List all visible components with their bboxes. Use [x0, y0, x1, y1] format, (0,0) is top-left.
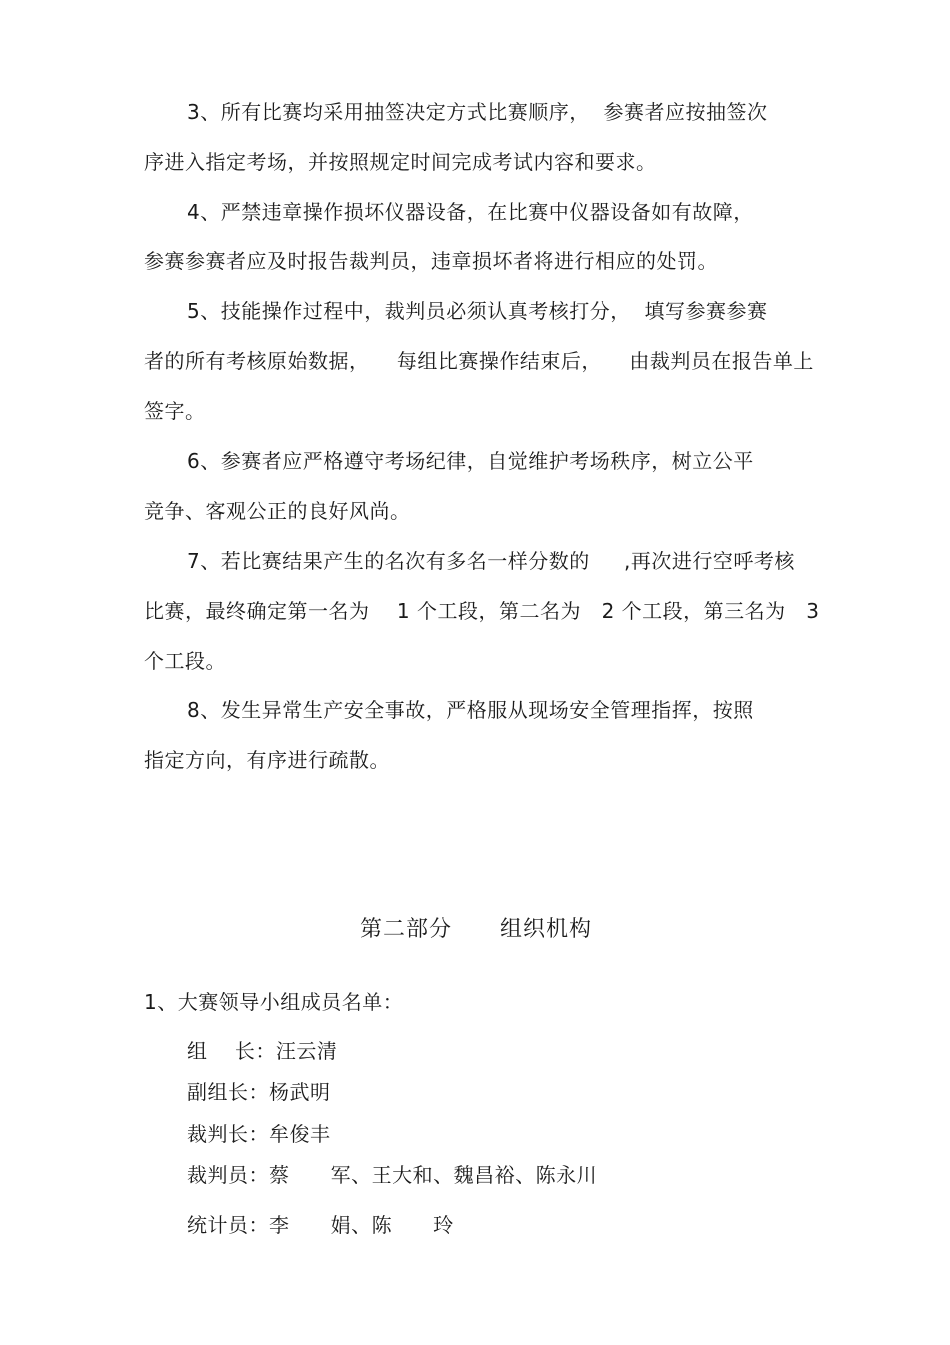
member-deputy: 副组长：杨武明 — [187, 1080, 331, 1104]
rule-8-line-2: 指定方向，有序进行疏散。 — [144, 748, 390, 772]
rule-3-line-2: 序进入指定考场，并按照规定时间完成考试内容和要求。 — [144, 150, 657, 174]
rule-7-line-2: 比赛，最终确定第一名为 1 个工段，第二名为 2 个工段，第三名为 3 — [144, 599, 820, 623]
member-leader: 组 长：汪云清 — [187, 1039, 338, 1063]
rule-5-line-1: 5、技能操作过程中，裁判员必须认真考核打分， 填写参赛参赛 — [187, 299, 768, 323]
rule-4-line-1: 4、严禁违章操作损坏仪器设备，在比赛中仪器设备如有故障， — [187, 200, 754, 224]
rule-6-line-1: 6、参赛者应严格遵守考场纪律，自觉维护考场秩序，树立公平 — [187, 449, 754, 473]
section-title: 第二部分 组织机构 — [360, 917, 592, 942]
section-heading: 1、大赛领导小组成员名单： — [144, 990, 404, 1014]
rule-6-line-2: 竞争、客观公正的良好风尚。 — [144, 499, 411, 523]
rule-5-line-3: 签字。 — [144, 399, 206, 423]
member-statisticians: 统计员：李 娟、陈 玲 — [187, 1213, 454, 1237]
rule-4-line-2: 参赛参赛者应及时报告裁判员，违章损坏者将进行相应的处罚。 — [144, 249, 718, 273]
rule-8-line-1: 8、发生异常生产安全事故，严格服从现场安全管理指挥，按照 — [187, 698, 754, 722]
rule-7-line-1: 7、若比赛结果产生的名次有多名一样分数的 ,再次进行空呼考核 — [187, 549, 795, 573]
member-judges: 裁判员：蔡 军、王大和、魏昌裕、陈永川 — [187, 1163, 598, 1187]
member-chief-judge: 裁判长：牟俊丰 — [187, 1122, 331, 1146]
rule-5-line-2: 者的所有考核原始数据， 每组比赛操作结束后， 由裁判员在报告单上 — [144, 349, 814, 373]
rule-7-line-3: 个工段。 — [144, 649, 226, 673]
rule-3-line-1: 3、所有比赛均采用抽签决定方式比赛顺序， 参赛者应按抽签次 — [187, 100, 768, 124]
